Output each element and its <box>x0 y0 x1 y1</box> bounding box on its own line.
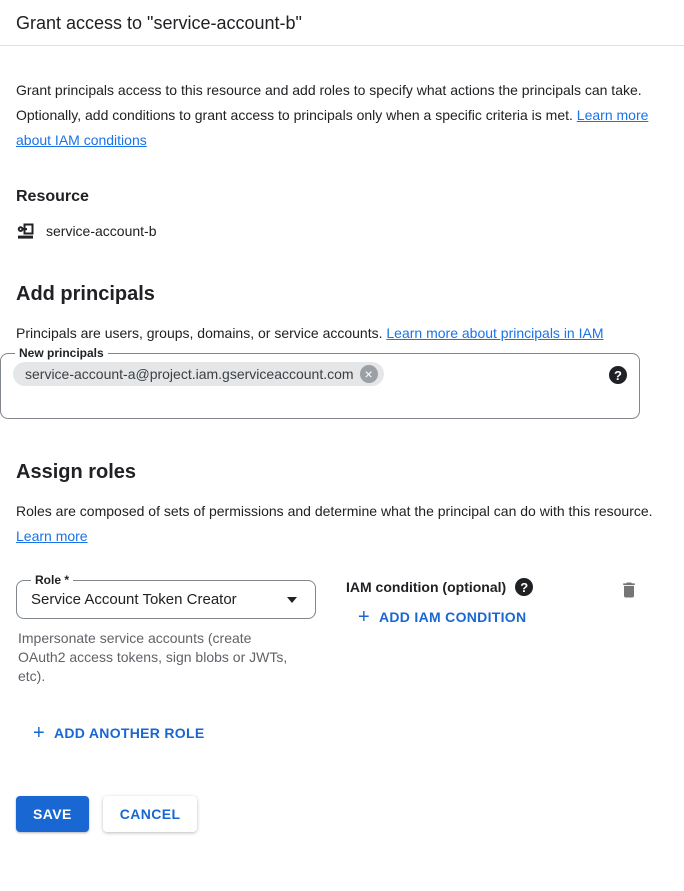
caret-down-icon <box>287 597 297 603</box>
cancel-button[interactable]: CANCEL <box>103 796 198 832</box>
roles-paragraph <box>16 499 668 549</box>
delete-role-button[interactable] <box>619 580 639 600</box>
new-principals-label: New principals <box>19 346 104 360</box>
dialog-actions <box>16 796 668 832</box>
delete-icon <box>619 588 639 603</box>
plus-icon: + <box>358 606 370 628</box>
page-title: Grant access to "service-account-b" <box>0 0 684 46</box>
principals-link[interactable]: Learn more about principals in IAM <box>386 325 604 341</box>
role-description: Impersonate service accounts (create OAuth2 access tokens, sign blobs or JWTs, etc). <box>18 630 288 684</box>
help-icon[interactable]: ? <box>609 366 627 384</box>
resource-row <box>16 221 668 241</box>
role-value: Service Account Token Creator <box>31 591 237 608</box>
resource-heading: Resource <box>16 188 89 205</box>
roles-text: Roles are composed of sets of permissions and determine what the principal can do with this resource. <box>16 503 653 519</box>
add-principals-heading: Add principals <box>16 283 155 305</box>
roles-link[interactable]: Learn more <box>16 528 88 544</box>
close-icon[interactable]: × <box>360 365 378 383</box>
plus-icon: + <box>33 722 45 744</box>
role-row <box>16 573 668 686</box>
service-account-icon <box>16 221 36 241</box>
add-iam-condition-label: ADD IAM CONDITION <box>378 609 527 625</box>
iam-conditions-link[interactable]: Learn more about IAM conditions <box>16 107 649 148</box>
intro-paragraph <box>16 78 668 153</box>
add-iam-condition-button[interactable] <box>358 608 526 626</box>
assign-roles-heading: Assign roles <box>16 461 137 483</box>
role-select[interactable] <box>16 573 316 619</box>
principal-chip-value: service-account-a@project.iam.gserviceaccount.com <box>25 366 354 382</box>
role-label: Role * <box>35 573 70 587</box>
resource-name: service-account-b <box>46 223 157 239</box>
principal-chip <box>13 362 384 386</box>
add-another-role-label: ADD ANOTHER ROLE <box>53 725 205 741</box>
condition-help-icon[interactable]: ? <box>515 578 533 596</box>
new-principals-field[interactable] <box>0 346 640 419</box>
save-button[interactable]: SAVE <box>16 796 89 832</box>
intro-text: Grant principals access to this resource and add roles to specify what actions the principals can take. Optionally, add conditions to grant access to principals only when a specific criteria is met. <box>16 82 642 123</box>
iam-condition-label: IAM condition (optional) <box>346 578 507 595</box>
principals-text: Principals are users, groups, domains, or service accounts. <box>16 325 383 341</box>
principals-paragraph <box>16 321 668 346</box>
add-another-role-button[interactable] <box>33 724 205 742</box>
